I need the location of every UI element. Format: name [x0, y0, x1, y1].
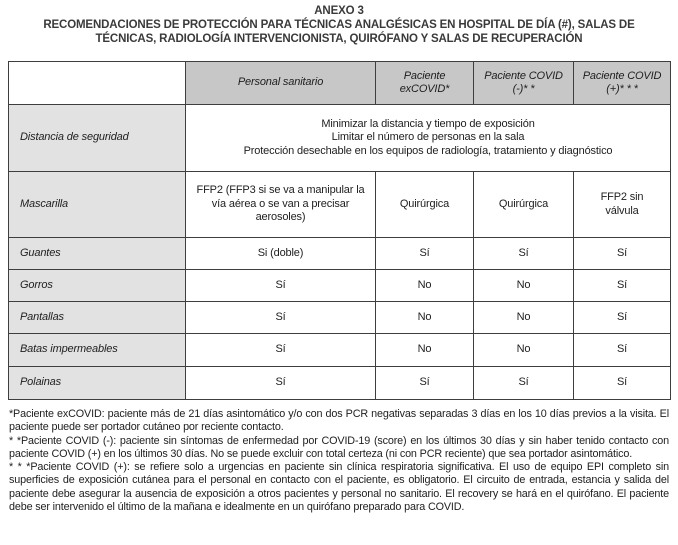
row-label-guantes: Guantes	[9, 238, 186, 270]
cell-gorros-covid-pos: Sí	[574, 270, 671, 302]
cell-gorros-excovid: No	[376, 270, 474, 302]
row-label-polainas: Polainas	[9, 367, 186, 400]
cell-guantes-personal: Si (doble)	[186, 238, 376, 270]
row-label-mascarilla: Mascarilla	[9, 172, 186, 238]
table-row-gorros	[9, 270, 671, 302]
cell-gorros-covid-neg: No	[474, 270, 574, 302]
cell-mascarilla-excovid: Quirúrgica	[376, 172, 474, 238]
table-row-mascarilla	[9, 172, 671, 238]
distancia-merged-cell	[186, 105, 671, 172]
cell-pantallas-covid-pos: Sí	[574, 302, 671, 334]
table-row-batas	[9, 334, 671, 367]
table-header-row	[9, 62, 671, 105]
cell-mascarilla-covid-pos: FFP2 sin válvula	[574, 172, 671, 238]
column-header-paciente-excovid: Paciente exCOVID*	[376, 62, 474, 105]
cell-guantes-covid-neg: Sí	[474, 238, 574, 270]
row-label-batas: Batas impermeables	[9, 334, 186, 367]
column-header-paciente-covid-positivo: Paciente COVID (+)* * *	[574, 62, 671, 105]
cell-mascarilla-personal: FFP2 (FFP3 si se va a manipular la vía aérea o se van a precisar aerosoles)	[186, 172, 376, 238]
cell-polainas-personal: Sí	[186, 367, 376, 400]
cell-guantes-excovid: Sí	[376, 238, 474, 270]
footnotes-section	[9, 408, 669, 514]
footnote-excovid: *Paciente exCOVID: paciente más de 21 días asintomático y/o con dos PCR negativas separadas 3 días en los 10 días previos a la visita. El paciente puede ser portador cutáneo por reciente contacto.	[9, 408, 669, 434]
row-label-pantallas: Pantallas	[9, 302, 186, 334]
cell-pantallas-excovid: No	[376, 302, 474, 334]
row-label-gorros: Gorros	[9, 270, 186, 302]
cell-batas-excovid: No	[376, 334, 474, 367]
cell-polainas-covid-pos: Sí	[574, 367, 671, 400]
table-row-polainas	[9, 367, 671, 400]
cell-pantallas-covid-neg: No	[474, 302, 574, 334]
distancia-line-2: Limitar el número de personas en la sala	[331, 131, 525, 144]
cell-pantallas-personal: Sí	[186, 302, 376, 334]
column-header-personal-sanitario: Personal sanitario	[186, 62, 376, 105]
cell-polainas-covid-neg: Sí	[474, 367, 574, 400]
column-header-paciente-covid-negativo: Paciente COVID (-)* *	[474, 62, 574, 105]
cell-mascarilla-covid-neg: Quirúrgica	[474, 172, 574, 238]
table-row-distancia	[9, 105, 671, 172]
footnote-covid-positivo: * * *Paciente COVID (+): se refiere solo a urgencias en paciente sin clínica respiratoria significativa. El uso de equipo EPI completo sin superficies de exposición cutánea para el personal en contacto con el paciente, es obligatorio. El circuito de entrada, estancia y salida del paciente debe asegurar la ausencia de exposición a otros pacientes y personal no sanitario. El recovery se hará en el quirófano. El paciente debe ser intervenido el último de la mañana e idealmente en un quirófano preparado para COVID.	[9, 461, 669, 514]
protection-recommendations-table	[8, 61, 671, 400]
page-title: ANEXO 3	[314, 5, 364, 17]
page-subtitle-line-1: RECOMENDACIONES DE PROTECCIÓN PARA TÉCNICAS ANALGÉSICAS EN HOSPITAL DE DÍA (#), SALAS DE	[43, 19, 635, 31]
corner-cell	[9, 62, 186, 105]
row-label-distancia: Distancia de seguridad	[9, 105, 186, 172]
distancia-line-1: Minimizar la distancia y tiempo de exposición	[321, 117, 535, 130]
cell-guantes-covid-pos: Sí	[574, 238, 671, 270]
cell-polainas-excovid: Sí	[376, 367, 474, 400]
cell-batas-personal: Sí	[186, 334, 376, 367]
table-row-pantallas	[9, 302, 671, 334]
cell-batas-covid-neg: No	[474, 334, 574, 367]
page-subtitle-line-2: TÉCNICAS, RADIOLOGÍA INTERVENCIONISTA, QUIRÓFANO Y SALAS DE RECUPERACIÓN	[95, 33, 583, 45]
table-row-guantes	[9, 238, 671, 270]
footnote-covid-negativo: * *Paciente COVID (-): paciente sin síntomas de enfermedad por COVID-19 (score) en los últimos 30 días y sin haber tenido contacto con paciente COVID (+) en los últimos 30 días. No se puede excluir con total certeza (ni con PCR reciente) que sea portador asintomático.	[9, 434, 669, 460]
distancia-line-3: Protección desechable en los equipos de radiología, tratamiento y diagnóstico	[243, 144, 613, 157]
cell-batas-covid-pos: Sí	[574, 334, 671, 367]
cell-gorros-personal: Sí	[186, 270, 376, 302]
document-heading	[0, 0, 678, 46]
